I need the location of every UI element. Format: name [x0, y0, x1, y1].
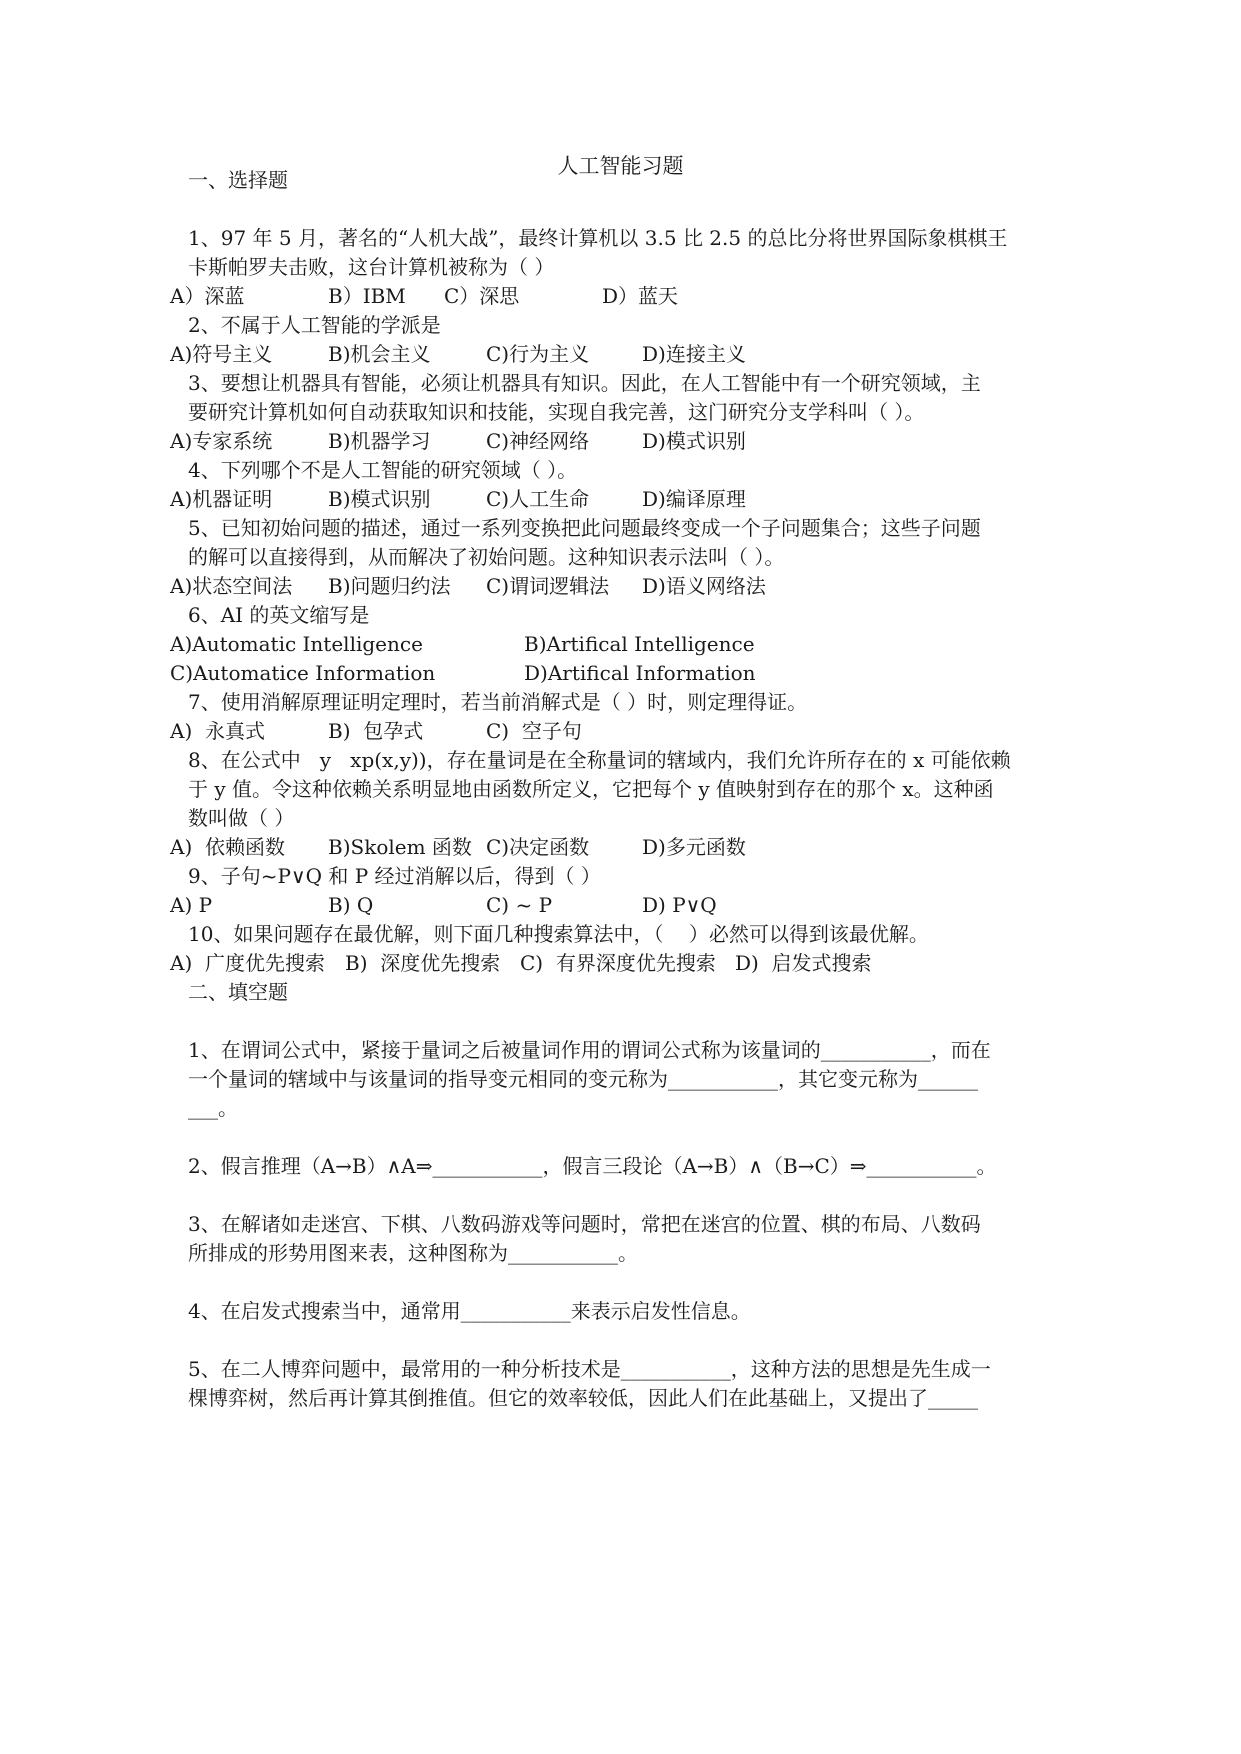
question-4-option-d: D)编译原理 — [642, 487, 746, 511]
question-7-line-1: 7、使用消解原理证明定理时，若当前消解式是（ ）时，则定理得证。 — [188, 690, 808, 714]
question-10-option-d: D) 启发式搜索 — [735, 951, 872, 975]
question-5-line-1: 5、已知初始问题的描述，通过一系列变换把此问题最终变成一个子问题集合；这些子问题 — [188, 516, 981, 540]
fill-4-line-1: 4、在启发式搜索当中，通常用___________来表示启发性信息。 — [188, 1299, 751, 1323]
question-4-option-c: C)人工生命 — [486, 487, 590, 511]
section-heading-fill: 二、填空题 — [188, 980, 288, 1004]
question-1-option-a: A）深蓝 — [170, 284, 245, 308]
question-3-option-a: A)专家系统 — [170, 429, 273, 453]
question-1-option-b: B）IBM — [328, 284, 406, 308]
question-7-option-b: B) 包孕式 — [328, 719, 424, 743]
question-5-option-a: A)状态空间法 — [170, 574, 293, 598]
question-8-option-c: C)决定函数 — [486, 835, 590, 859]
fill-3-line-1: 3、在解诸如走迷宫、下棋、八数码游戏等问题时，常把在迷宫的位置、棋的布局、八数码 — [188, 1212, 981, 1236]
question-1-line-1: 1、97 年 5 月，著名的“人机大战”，最终计算机以 3.5 比 2.5 的总比分将世界国际象棋棋王 — [188, 226, 1008, 250]
question-8-line-1: 8、在公式中 y xp(x,y))，存在量词是在全称量词的辖域内，我们允许所存在的 x 可能依赖 — [188, 748, 1011, 772]
question-6-option-d: D)Artifical Information — [524, 661, 756, 685]
question-8-option-b: B)Skolem 函数 — [328, 835, 472, 859]
fill-1-line-1: 1、在谓词公式中，紧接于量词之后被量词作用的谓词公式称为该量词的___________，而在 — [188, 1038, 991, 1062]
question-5-option-b: B)问题归约法 — [328, 574, 451, 598]
question-10-option-a: A) 广度优先搜索 — [170, 951, 325, 975]
fill-3-line-2: 所排成的形势用图来表，这种图称为___________。 — [188, 1241, 638, 1265]
question-8-option-d: D)多元函数 — [642, 835, 746, 859]
fill-1-line-2: 一个量词的辖域中与该量词的指导变元相同的变元称为___________，其它变元称为______ — [188, 1067, 978, 1091]
question-9-option-c: C) ~ P — [486, 893, 553, 917]
question-2-option-a: A)符号主义 — [170, 342, 273, 366]
question-6-line-1: 6、AI 的英文缩写是 — [188, 603, 370, 627]
question-2-line-1: 2、不属于人工智能的学派是 — [188, 313, 441, 337]
question-1-option-c: C）深思 — [444, 284, 520, 308]
question-3-line-2: 要研究计算机如何自动获取知识和技能，实现自我完善，这门研究分支学科叫（ ）。 — [188, 400, 925, 424]
question-3-line-1: 3、要想让机器具有智能，必须让机器具有知识。因此，在人工智能中有一个研究领域，主 — [188, 371, 981, 395]
page-title: 人工智能习题 — [557, 154, 684, 178]
question-3-option-b: B)机器学习 — [328, 429, 431, 453]
question-6-option-a: A)Automatic Intelligence — [170, 632, 423, 656]
question-8-line-3: 数叫做（ ） — [188, 806, 295, 830]
question-10-option-b: B) 深度优先搜索 — [345, 951, 501, 975]
question-5-line-2: 的解可以直接得到，从而解决了初始问题。这种知识表示法叫（ ）。 — [188, 545, 785, 569]
question-6-option-c: C)Automatice Information — [170, 661, 436, 685]
question-10-line-1: 10、如果问题存在最优解，则下面几种搜索算法中，（ ）必然可以得到该最优解。 — [188, 922, 929, 946]
question-8-option-a: A) 依赖函数 — [170, 835, 285, 859]
question-9-option-b: B) Q — [328, 893, 374, 917]
question-6-option-b: B)Artifical Intelligence — [524, 632, 755, 656]
section-heading-choice: 一、选择题 — [188, 168, 288, 192]
question-2-option-d: D)连接主义 — [642, 342, 746, 366]
question-4-option-a: A)机器证明 — [170, 487, 273, 511]
question-9-line-1: 9、子句~P∨Q 和 P 经过消解以后，得到（ ） — [188, 864, 601, 888]
question-10-option-c: C) 有界深度优先搜索 — [520, 951, 716, 975]
question-1-line-2: 卡斯帕罗夫击败，这台计算机被称为（ ） — [188, 255, 555, 279]
question-9-option-d: D) P∨Q — [642, 893, 717, 917]
question-7-option-a: A) 永真式 — [170, 719, 265, 743]
question-8-line-2: 于 y 值。令这种依赖关系明显地由函数所定义，它把每个 y 值映射到存在的那个 x。这种函 — [188, 777, 994, 801]
question-3-option-d: D)模式识别 — [642, 429, 746, 453]
question-2-option-b: B)机会主义 — [328, 342, 431, 366]
question-4-option-b: B)模式识别 — [328, 487, 431, 511]
question-3-option-c: C)神经网络 — [486, 429, 590, 453]
question-5-option-c: C)谓词逻辑法 — [486, 574, 610, 598]
fill-1-line-3: ___。 — [188, 1096, 238, 1120]
fill-5-line-1: 5、在二人博弈问题中，最常用的一种分析技术是___________，这种方法的思想是先生成一 — [188, 1357, 991, 1381]
question-2-option-c: C)行为主义 — [486, 342, 590, 366]
fill-2-line-1: 2、假言推理（A→B）∧A⇒___________，假言三段论（A→B）∧（B→C）⇒___________。 — [188, 1154, 997, 1178]
question-5-option-d: D)语义网络法 — [642, 574, 766, 598]
question-7-option-c: C) 空子句 — [486, 719, 582, 743]
question-4-line-1: 4、下列哪个不是人工智能的研究领域（ ）。 — [188, 458, 578, 482]
question-9-option-a: A) P — [170, 893, 213, 917]
fill-5-line-2: 棵博弈树，然后再计算其倒推值。但它的效率较低，因此人们在此基础上，又提出了_____ — [188, 1386, 978, 1410]
question-1-option-d: D）蓝天 — [602, 284, 679, 308]
